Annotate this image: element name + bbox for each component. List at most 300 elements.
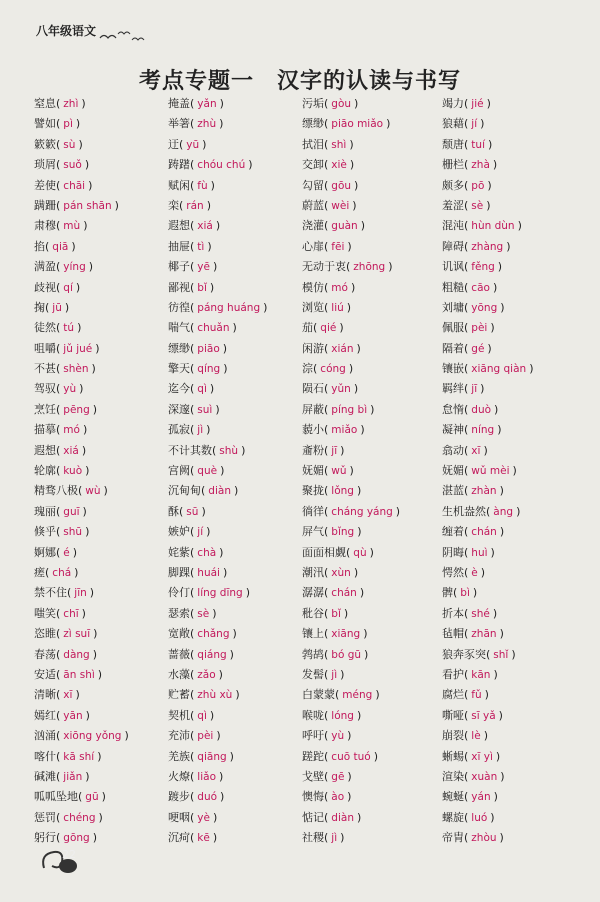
close-paren: ) bbox=[114, 198, 119, 212]
vocab-word: 佩服 bbox=[442, 321, 464, 335]
vocab-pinyin: zhù xù bbox=[197, 689, 233, 702]
close-paren: ) bbox=[233, 484, 239, 498]
vocab-item bbox=[168, 278, 298, 298]
open-paren: ( bbox=[464, 341, 469, 355]
vocab-item bbox=[442, 298, 572, 318]
open-paren: ( bbox=[190, 341, 195, 355]
vocab-item bbox=[302, 400, 438, 420]
vocab-pinyin: qì bbox=[197, 383, 207, 396]
vocab-item bbox=[442, 522, 572, 542]
vocab-word: 嫣红 bbox=[34, 708, 56, 722]
vocab-pinyin: xián bbox=[331, 342, 354, 355]
vocab-word: 凝神 bbox=[442, 423, 464, 437]
close-paren: ) bbox=[206, 423, 211, 437]
vocab-item bbox=[302, 257, 438, 277]
open-paren: ( bbox=[78, 790, 83, 804]
open-paren: ( bbox=[324, 97, 329, 110]
vocab-item bbox=[34, 787, 164, 807]
open-paren: ( bbox=[464, 565, 469, 579]
vocab-item bbox=[302, 747, 438, 767]
vocab-word: 妩媚 bbox=[302, 464, 324, 478]
open-paren: ( bbox=[464, 239, 469, 253]
vocab-pinyin: zhòu bbox=[471, 832, 497, 845]
vocab-word: 鄙视 bbox=[168, 280, 190, 294]
close-paren: ) bbox=[363, 627, 368, 641]
vocab-word: 窒息 bbox=[34, 97, 56, 110]
vocab-pinyin: yōng bbox=[471, 301, 498, 314]
close-paren: ) bbox=[220, 790, 225, 804]
vocab-word: 怠惰 bbox=[442, 402, 464, 416]
vocab-word: 看护 bbox=[442, 667, 464, 681]
close-paren: ) bbox=[248, 158, 253, 172]
close-paren: ) bbox=[222, 565, 228, 579]
close-paren: ) bbox=[219, 97, 224, 110]
vocab-pinyin: fēi bbox=[331, 240, 345, 253]
vocab-pinyin: chī bbox=[63, 607, 79, 620]
open-paren: ( bbox=[190, 790, 195, 804]
vocab-item bbox=[442, 543, 572, 563]
page-number: 22 bbox=[62, 848, 76, 861]
close-paren: ) bbox=[97, 749, 102, 763]
vocab-pinyin: wù bbox=[85, 485, 101, 498]
vocab-word: 嘶哑 bbox=[442, 708, 464, 722]
close-paren: ) bbox=[340, 443, 345, 457]
vocab-word: 发髻 bbox=[302, 667, 324, 681]
open-paren: ( bbox=[190, 219, 195, 233]
close-paren: ) bbox=[215, 219, 221, 233]
open-paren: ( bbox=[464, 321, 469, 335]
vocab-pinyin: xiāng qiàn bbox=[471, 363, 527, 376]
open-paren: ( bbox=[346, 545, 351, 559]
vocab-pinyin: shé bbox=[471, 607, 490, 620]
vocab-item bbox=[442, 624, 572, 644]
vocab-pinyin: kuò bbox=[63, 465, 83, 478]
vocab-pinyin: qù bbox=[353, 546, 367, 559]
vocab-pinyin: píng bì bbox=[331, 403, 368, 416]
vocab-item bbox=[302, 624, 438, 644]
vocab-item bbox=[168, 828, 298, 848]
close-paren: ) bbox=[352, 198, 357, 212]
close-paren: ) bbox=[232, 627, 237, 641]
vocab-word: 渲染 bbox=[442, 769, 464, 783]
vocab-item bbox=[168, 563, 298, 583]
vocab-item bbox=[34, 726, 164, 746]
vocab-item bbox=[302, 114, 438, 134]
vocab-item bbox=[442, 94, 572, 114]
close-paren: ) bbox=[84, 158, 90, 172]
open-paren: ( bbox=[486, 647, 491, 661]
open-paren: ( bbox=[324, 769, 329, 783]
vocab-pinyin: liǎo bbox=[197, 770, 216, 783]
open-paren: ( bbox=[190, 606, 195, 620]
vocab-pinyin: líng dīng bbox=[197, 587, 243, 600]
vocab-pinyin: cóng bbox=[320, 363, 346, 376]
open-paren: ( bbox=[346, 260, 351, 274]
close-paren: ) bbox=[85, 525, 90, 539]
close-paren: ) bbox=[349, 137, 354, 151]
close-paren: ) bbox=[85, 708, 90, 722]
close-paren: ) bbox=[347, 239, 352, 253]
close-paren: ) bbox=[209, 708, 215, 722]
vocab-word: 秕谷 bbox=[302, 606, 324, 620]
vocab-word: 栾 bbox=[168, 198, 179, 212]
vocab-word: 抽屉 bbox=[168, 239, 190, 253]
open-paren: ( bbox=[464, 831, 469, 845]
vocab-word: 呱呱坠地 bbox=[34, 790, 78, 804]
vocab-pinyin: xī bbox=[471, 444, 481, 457]
vocab-pinyin: shì bbox=[331, 138, 347, 151]
close-paren: ) bbox=[222, 341, 228, 355]
open-paren: ( bbox=[190, 280, 195, 294]
close-paren: ) bbox=[486, 97, 491, 110]
open-paren: ( bbox=[56, 382, 61, 396]
vocab-word: 湛蓝 bbox=[442, 484, 464, 498]
close-paren: ) bbox=[202, 137, 207, 151]
vocab-pinyin: chóu chú bbox=[197, 159, 246, 172]
open-paren: ( bbox=[56, 341, 61, 355]
close-paren: ) bbox=[492, 606, 498, 620]
close-paren: ) bbox=[83, 219, 88, 233]
open-paren: ( bbox=[179, 198, 184, 212]
open-paren: ( bbox=[56, 321, 61, 335]
open-paren: ( bbox=[464, 708, 469, 722]
close-paren: ) bbox=[490, 321, 495, 335]
vocab-pinyin: guī bbox=[63, 505, 80, 518]
close-paren: ) bbox=[72, 545, 78, 559]
vocab-word: 琐屑 bbox=[34, 158, 56, 172]
open-paren: ( bbox=[56, 219, 61, 233]
vocab-pinyin: xuàn bbox=[471, 770, 498, 783]
vocab-word: 彷徨 bbox=[168, 300, 190, 314]
vocab-word: 陨石 bbox=[302, 382, 324, 396]
vocab-pinyin: kē bbox=[197, 832, 210, 845]
vocab-word: 瑟索 bbox=[168, 606, 190, 620]
open-paren: ( bbox=[324, 729, 329, 743]
open-paren: ( bbox=[190, 402, 195, 416]
open-paren: ( bbox=[324, 790, 329, 804]
open-paren: ( bbox=[190, 831, 195, 845]
vocab-pinyin: zhàn bbox=[471, 485, 497, 498]
vocab-word: 鹁鸪 bbox=[302, 647, 324, 661]
vocab-word: 婀娜 bbox=[34, 545, 56, 559]
open-paren: ( bbox=[324, 280, 329, 294]
vocab-word: 沉甸甸 bbox=[168, 484, 201, 498]
vocab-pinyin: qiā bbox=[52, 240, 69, 253]
vocab-pinyin: cháng yáng bbox=[331, 505, 393, 518]
vocab-pinyin: qié bbox=[320, 322, 337, 335]
vocab-word: 折本 bbox=[442, 606, 464, 620]
swirl-decoration-icon bbox=[38, 842, 84, 876]
close-paren: ) bbox=[206, 525, 211, 539]
vocab-item bbox=[168, 624, 298, 644]
vocab-item bbox=[34, 114, 164, 134]
vocab-word: 浇灌 bbox=[302, 219, 324, 233]
vocab-word: 羞涩 bbox=[442, 198, 464, 212]
vocab-word: 踌躇 bbox=[168, 158, 190, 172]
open-paren: ( bbox=[324, 402, 329, 416]
vocab-item bbox=[302, 522, 438, 542]
vocab-word: 污垢 bbox=[302, 97, 324, 110]
close-paren: ) bbox=[75, 117, 81, 131]
vocab-pinyin: lóng bbox=[331, 709, 354, 722]
open-paren: ( bbox=[56, 525, 61, 539]
vocab-word: 驾驭 bbox=[34, 382, 56, 396]
vocab-word: 安适 bbox=[34, 667, 56, 681]
close-paren: ) bbox=[201, 504, 206, 518]
vocab-item bbox=[168, 481, 298, 501]
close-paren: ) bbox=[64, 300, 70, 314]
vocab-item bbox=[302, 94, 438, 114]
vocab-word: 瘥 bbox=[34, 565, 45, 579]
close-paren: ) bbox=[77, 321, 82, 335]
vocab-item bbox=[302, 767, 438, 787]
vocab-word: 缠着 bbox=[442, 525, 464, 539]
close-paren: ) bbox=[340, 831, 345, 845]
open-paren: ( bbox=[45, 300, 50, 314]
open-paren: ( bbox=[486, 504, 491, 518]
vocab-pinyin: shù bbox=[219, 444, 239, 457]
close-paren: ) bbox=[353, 382, 359, 396]
open-paren: ( bbox=[324, 708, 329, 722]
open-paren: ( bbox=[464, 790, 469, 804]
birds-decoration-icon bbox=[98, 28, 148, 46]
vocab-word: 充沛 bbox=[168, 729, 190, 743]
open-paren: ( bbox=[335, 688, 340, 702]
vocab-word: 贮蓄 bbox=[168, 688, 190, 702]
vocab-pinyin: jì bbox=[331, 832, 338, 845]
vocab-pinyin: xiāng bbox=[331, 628, 361, 641]
open-paren: ( bbox=[464, 158, 469, 172]
vocab-word: 汹涌 bbox=[34, 729, 56, 743]
vocab-pinyin: tuí bbox=[471, 138, 485, 151]
vocab-pinyin: xiá bbox=[197, 220, 213, 233]
open-paren: ( bbox=[56, 117, 61, 131]
vocab-pinyin: jīn bbox=[74, 587, 87, 600]
vocab-item bbox=[302, 808, 438, 828]
vocab-item bbox=[34, 441, 164, 461]
vocab-item bbox=[168, 767, 298, 787]
open-paren: ( bbox=[190, 810, 195, 824]
vocab-pinyin: qiāng bbox=[197, 750, 227, 763]
vocab-word: 喉咙 bbox=[302, 708, 324, 722]
vocab-item bbox=[442, 787, 572, 807]
open-paren: ( bbox=[190, 423, 195, 437]
close-paren: ) bbox=[354, 97, 359, 110]
close-paren: ) bbox=[356, 810, 362, 824]
close-paren: ) bbox=[497, 423, 502, 437]
vocab-pinyin: chéng bbox=[63, 811, 96, 824]
vocab-word: 白蒙蒙 bbox=[302, 688, 335, 702]
vocab-item bbox=[442, 155, 572, 175]
open-paren: ( bbox=[190, 239, 195, 253]
open-paren: ( bbox=[464, 117, 469, 131]
close-paren: ) bbox=[350, 280, 356, 294]
vocab-item bbox=[302, 339, 438, 359]
vocab-word: 清晰 bbox=[34, 688, 56, 702]
vocab-word: 阴晦 bbox=[442, 545, 464, 559]
open-paren: ( bbox=[56, 280, 61, 294]
vocab-word: 譬如 bbox=[34, 117, 56, 131]
close-paren: ) bbox=[219, 545, 224, 559]
open-paren: ( bbox=[45, 239, 50, 253]
vocab-pinyin: yè bbox=[197, 811, 210, 824]
vocab-word: 碱滩 bbox=[34, 769, 56, 783]
vocab-pinyin: shǐ bbox=[493, 648, 509, 661]
vocab-pinyin: rán bbox=[186, 199, 204, 212]
vocab-item bbox=[168, 135, 298, 155]
open-paren: ( bbox=[190, 117, 195, 131]
vocab-pinyin: sè bbox=[471, 199, 484, 212]
vocab-word: 哽咽 bbox=[168, 810, 190, 824]
open-paren: ( bbox=[56, 606, 61, 620]
vocab-word: 遐想 bbox=[168, 219, 190, 233]
vocab-item bbox=[34, 176, 164, 196]
vocab-item bbox=[302, 685, 438, 705]
close-paren: ) bbox=[212, 260, 218, 274]
vocab-word: 蜿蜒 bbox=[442, 790, 464, 804]
vocab-item bbox=[442, 420, 572, 440]
close-paren: ) bbox=[349, 464, 354, 478]
open-paren: ( bbox=[464, 443, 469, 457]
close-paren: ) bbox=[95, 341, 100, 355]
vocab-word: 粗糙 bbox=[442, 280, 464, 294]
close-paren: ) bbox=[81, 97, 86, 110]
close-paren: ) bbox=[92, 647, 98, 661]
vocab-word: 刘墉 bbox=[442, 300, 464, 314]
vocab-pinyin: jiǎn bbox=[63, 770, 83, 783]
open-paren: ( bbox=[190, 464, 195, 478]
vocab-pinyin: yū bbox=[186, 138, 200, 151]
open-paren: ( bbox=[464, 137, 469, 151]
vocab-pinyin: ān shì bbox=[63, 668, 95, 681]
vocab-word: 栅栏 bbox=[442, 158, 464, 172]
close-paren: ) bbox=[343, 606, 349, 620]
vocab-word: 迂 bbox=[168, 137, 179, 151]
vocab-item bbox=[34, 685, 164, 705]
vocab-word: 嗤笑 bbox=[34, 606, 56, 620]
vocab-word: 羁绊 bbox=[442, 382, 464, 396]
open-paren: ( bbox=[464, 382, 469, 396]
vocab-word: 生机盎然 bbox=[442, 504, 486, 518]
close-paren: ) bbox=[81, 606, 86, 620]
vocab-word: 水藻 bbox=[168, 667, 190, 681]
close-paren: ) bbox=[82, 423, 88, 437]
vocab-pinyin: zhà bbox=[471, 159, 490, 172]
close-paren: ) bbox=[487, 178, 492, 192]
vocab-word: 腐烂 bbox=[442, 688, 464, 702]
open-paren: ( bbox=[464, 280, 469, 294]
open-paren: ( bbox=[324, 423, 329, 437]
vocab-word: 拭泪 bbox=[302, 137, 324, 151]
vocab-word: 精骛八极 bbox=[34, 484, 78, 498]
vocab-pinyin: fù bbox=[197, 179, 208, 192]
open-paren: ( bbox=[56, 260, 61, 274]
vocab-item bbox=[34, 747, 164, 767]
open-paren: ( bbox=[324, 178, 329, 192]
vocab-item bbox=[302, 318, 438, 338]
open-paren: ( bbox=[324, 504, 329, 518]
vocab-pinyin: huái bbox=[197, 566, 220, 579]
vocab-pinyin: zì suī bbox=[63, 628, 91, 641]
close-paren: ) bbox=[388, 260, 393, 274]
vocab-word: 聚拢 bbox=[302, 484, 324, 498]
close-paren: ) bbox=[85, 464, 90, 478]
vocab-item bbox=[34, 420, 164, 440]
vocab-word: 羌族 bbox=[168, 749, 190, 763]
vocab-item bbox=[442, 237, 572, 257]
vocab-item bbox=[34, 543, 164, 563]
vocab-item bbox=[302, 481, 438, 501]
close-paren: ) bbox=[220, 464, 225, 478]
vocab-item bbox=[442, 278, 572, 298]
vocab-word: 蔚蓝 bbox=[302, 198, 324, 212]
vocab-item bbox=[442, 379, 572, 399]
vocab-pinyin: mó bbox=[331, 281, 348, 294]
close-paren: ) bbox=[494, 402, 499, 416]
open-paren: ( bbox=[56, 423, 61, 437]
close-paren: ) bbox=[347, 769, 352, 783]
vocab-pinyin: chǎng bbox=[197, 628, 230, 641]
vocab-pinyin: pèi bbox=[197, 730, 214, 743]
close-paren: ) bbox=[98, 810, 103, 824]
vocab-pinyin: jié bbox=[471, 98, 484, 110]
vocab-word: 镶上 bbox=[302, 627, 324, 641]
close-paren: ) bbox=[88, 260, 94, 274]
vocab-item bbox=[168, 196, 298, 216]
close-paren: ) bbox=[360, 423, 365, 437]
open-paren: ( bbox=[464, 178, 469, 192]
vocab-pinyin: diàn bbox=[331, 811, 354, 824]
close-paren: ) bbox=[360, 219, 366, 233]
close-paren: ) bbox=[356, 484, 362, 498]
page-title: 考点专题一 汉字的认读与书写 bbox=[138, 68, 461, 94]
open-paren: ( bbox=[324, 382, 329, 396]
close-paren: ) bbox=[347, 790, 352, 804]
open-paren: ( bbox=[464, 300, 469, 314]
vocab-pinyin: fǔ bbox=[471, 689, 482, 702]
open-paren: ( bbox=[190, 178, 195, 192]
vocab-pinyin: pō bbox=[471, 179, 485, 192]
vocab-item bbox=[168, 298, 298, 318]
vocab-pinyin: xiōng yǒng bbox=[63, 730, 122, 743]
close-paren: ) bbox=[386, 117, 391, 131]
vocab-word: 蹒跚 bbox=[34, 198, 56, 212]
vocab-pinyin: duó bbox=[197, 791, 218, 804]
vocab-word: 潺潺 bbox=[302, 586, 324, 600]
vocab-item bbox=[302, 665, 438, 685]
vocab-pinyin: pì bbox=[63, 118, 73, 131]
vocab-item bbox=[168, 339, 298, 359]
vocab-pinyin: piāo bbox=[197, 342, 220, 355]
vocab-item bbox=[34, 400, 164, 420]
vocab-item bbox=[302, 461, 438, 481]
vocab-pinyin: yǎn bbox=[197, 98, 217, 110]
close-paren: ) bbox=[209, 382, 215, 396]
vocab-item bbox=[168, 645, 298, 665]
vocab-pinyin: huì bbox=[471, 546, 488, 559]
vocab-word: 孤寂 bbox=[168, 423, 190, 437]
vocab-item bbox=[302, 237, 438, 257]
open-paren: ( bbox=[464, 484, 469, 498]
close-paren: ) bbox=[499, 525, 505, 539]
vocab-pinyin: ào bbox=[331, 791, 345, 804]
vocab-item bbox=[302, 216, 438, 236]
open-paren: ( bbox=[464, 627, 469, 641]
vocab-pinyin: sī yǎ bbox=[471, 709, 496, 722]
vocab-word: 障碍 bbox=[442, 239, 464, 253]
open-paren: ( bbox=[324, 219, 329, 233]
vocab-word: 咀嚼 bbox=[34, 341, 56, 355]
